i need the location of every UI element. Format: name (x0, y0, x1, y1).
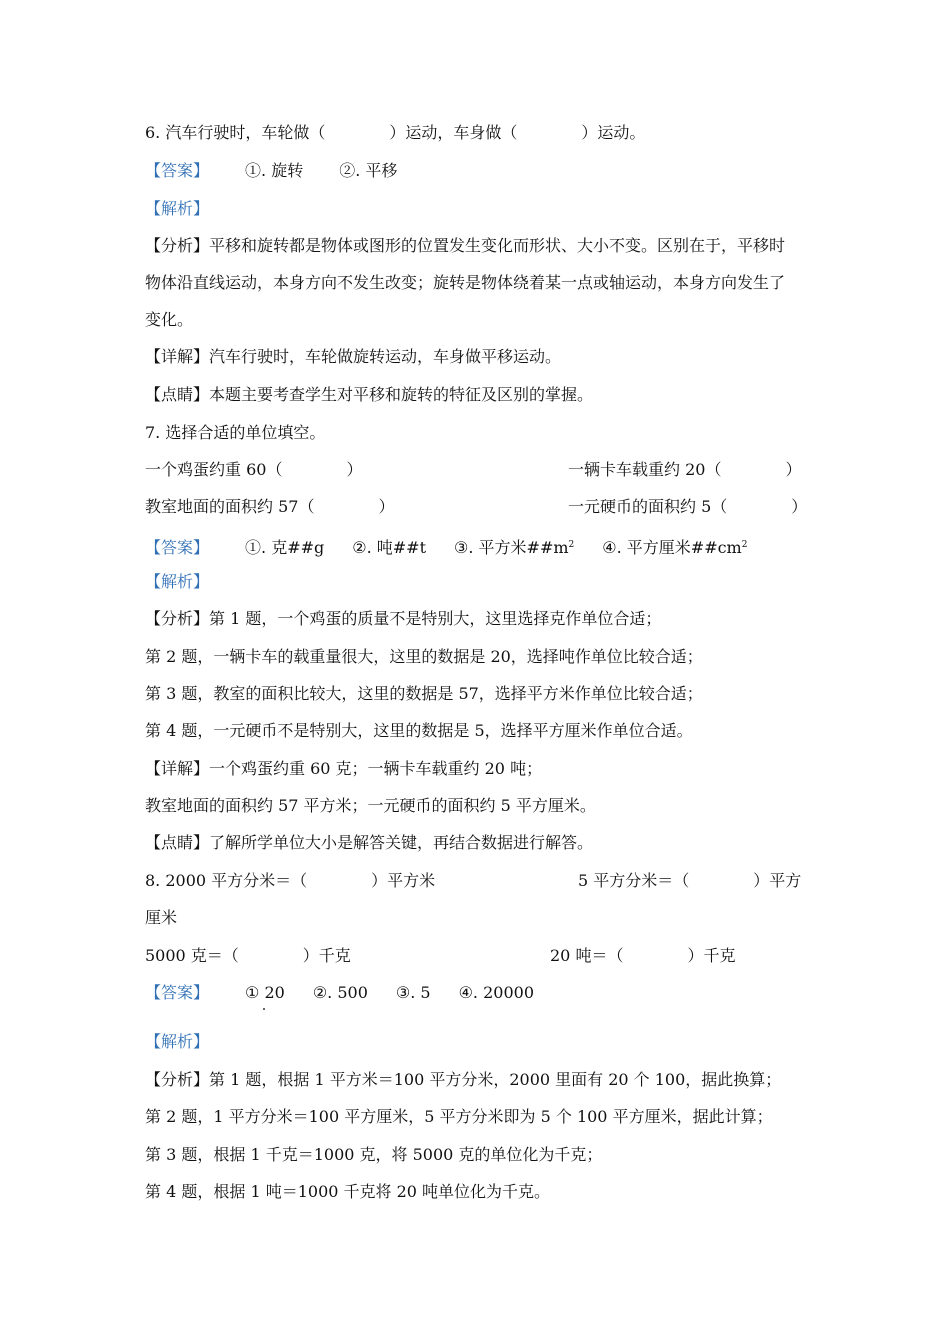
q7-analysis-line-1: 【分析】第 1 题，一个鸡蛋的质量不是特别大，这里选择克作单位合适； (145, 609, 662, 628)
q6-answer-1: ①. 旋转 (245, 161, 304, 180)
q8-row1-right: 5 平方分米＝（ ）平方 (578, 871, 802, 890)
q6-analysis-line-1: 【分析】平移和旋转都是物体或图形的位置发生变化而形状、大小不变。区别在于，平移时 (145, 236, 786, 255)
q6-answer-tag: 【答案】 (145, 161, 210, 180)
q7-analysis-line-3: 第 3 题，教室的面积比较大，这里的数据是 57，选择平方米作单位比较合适； (145, 684, 703, 703)
q7-answer-2: ②. 吨##t (352, 538, 427, 557)
q8-row2-left: 5000 克＝（ ）千克 (145, 946, 351, 965)
q6-answer-2: ②. 平移 (339, 161, 398, 180)
q7-row2-right: 一元硬币的面积约 5（ ） (568, 497, 808, 516)
q8-row2-right: 20 吨＝（ ）千克 (550, 946, 736, 965)
q8-answer-1: ① 20 (245, 983, 285, 1002)
q8-answer-3: ③. 5 (395, 983, 431, 1002)
q8-answer-row (145, 982, 534, 1004)
q8-analysis-line-3: 第 3 题，根据 1 千克＝1000 克，将 5000 克的单位化为千克； (145, 1145, 603, 1164)
q7-analysis-line-2: 第 2 题，一辆卡车的载重量很大，这里的数据是 20，选择吨作单位比较合适； (145, 647, 703, 666)
q6-answer-row (145, 160, 397, 182)
q8-analysis-tag: 【解析】 (145, 1032, 210, 1051)
q8-answer-tag: 【答案】 (145, 983, 210, 1002)
q6-comment: 【点睛】本题主要考查学生对平移和旋转的特征及区别的掌握。 (145, 385, 594, 404)
q8-row1-left: 8. 2000 平方分米＝（ ）平方米 (145, 871, 436, 890)
q7-answer-4: ④. 平方厘米##cm (602, 538, 742, 557)
q8-answer-4: ④. 20000 (458, 983, 534, 1002)
q7-analysis-line-4: 第 4 题，一元硬币不是特别大，这里的数据是 5，选择平方厘米作单位合适。 (145, 721, 693, 740)
q7-detail-line-1: 【详解】一个鸡蛋约重 60 克；一辆卡车载重约 20 吨； (145, 759, 543, 778)
q6-detail: 【详解】汽车行驶时，车轮做旋转运动，车身做平移运动。 (145, 347, 562, 366)
q7-detail-line-2: 教室地面的面积约 57 平方米；一元硬币的面积约 5 平方厘米。 (145, 796, 596, 815)
q7-answer-3-sup: 2 (568, 540, 575, 550)
q8-row1-wrap: 厘米 (145, 908, 178, 927)
q7-row2-left: 教室地面的面积约 57（ ） (145, 497, 395, 516)
q6-analysis-line-3: 变化。 (145, 310, 194, 329)
q7-row1-left: 一个鸡蛋约重 60（ ） (145, 460, 363, 479)
q8-answer-2: ②. 500 (312, 983, 368, 1002)
q7-question: 7. 选择合适的单位填空。 (145, 423, 326, 442)
q7-answer-3: ③. 平方米##m (454, 538, 569, 557)
q7-comment: 【点睛】了解所学单位大小是解答关键，再结合数据进行解答。 (145, 833, 594, 852)
q7-answer-tag: 【答案】 (145, 538, 210, 557)
q7-row1-right: 一辆卡车载重约 20（ ） (568, 460, 802, 479)
q6-analysis-line-2: 物体沿直线运动，本身方向不发生改变；旋转是物体绕着某一点或轴运动，本身方向发生了 (145, 273, 786, 292)
q7-analysis-tag: 【解析】 (145, 572, 210, 591)
q6-question: 6. 汽车行驶时，车轮做（ ）运动，车身做（ ）运动。 (145, 123, 646, 142)
q6-analysis-tag: 【解析】 (145, 199, 210, 218)
stray-dot (263, 1008, 265, 1010)
q7-answer-row (145, 534, 747, 559)
q8-analysis-line-4: 第 4 题，根据 1 吨＝1000 千克将 20 吨单位化为千克。 (145, 1182, 551, 1201)
q7-answer-1: ①. 克##g (245, 538, 325, 557)
q8-analysis-line-1: 【分析】第 1 题，根据 1 平方米＝100 平方分米，2000 里面有 20 个 100，据此换算； (145, 1070, 782, 1089)
q7-answer-4-sup: 2 (741, 540, 748, 550)
q8-analysis-line-2: 第 2 题，1 平方分米＝100 平方厘米，5 平方分米即为 5 个 100 平方厘米，据此计算； (145, 1107, 773, 1126)
